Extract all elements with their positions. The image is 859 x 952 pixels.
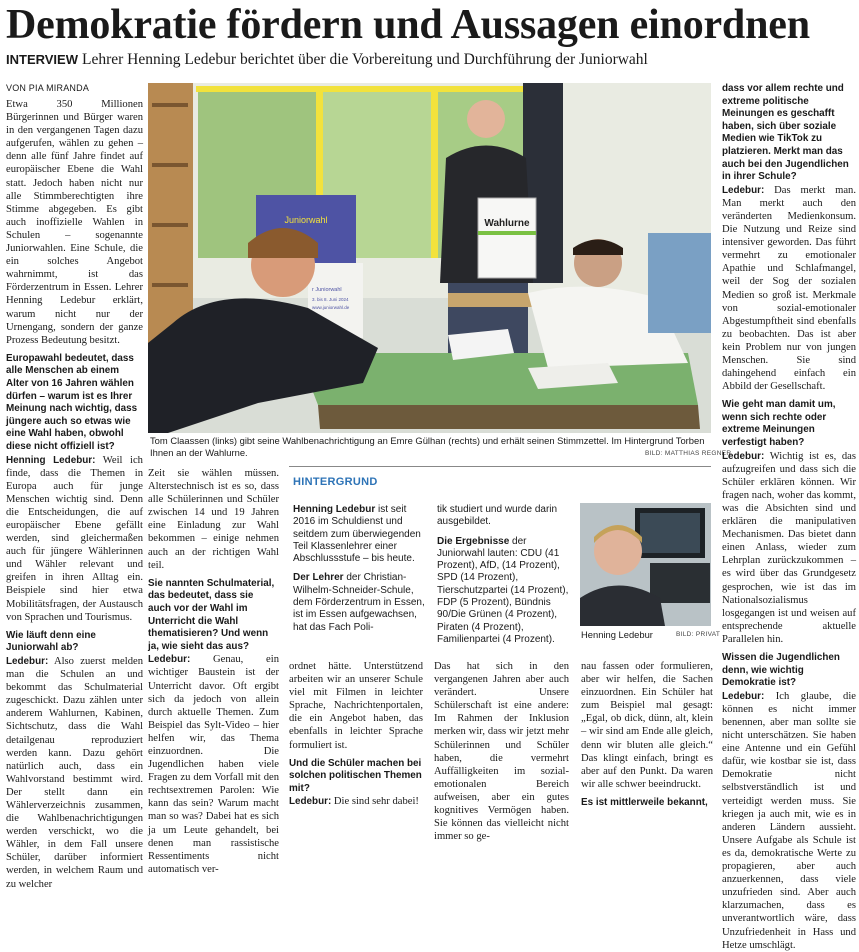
classroom-photo-illustration (148, 83, 711, 433)
portrait-caption: Henning Ledebur (581, 629, 653, 640)
photo-caption (150, 435, 711, 459)
background-p2-lead: Der Lehrer (293, 572, 344, 584)
speaker-label: Ledebur: (6, 655, 49, 667)
speaker-label: Ledebur: (148, 654, 191, 666)
poster-line-2: 3. bis 8. Juni 2024 (312, 297, 349, 302)
column-3 (289, 660, 423, 808)
background-p2-text: der Christian-Wilhelm-Schneider-Schule, dem Förderzentrum in Essen, ist im Essen aufgewachsen, hat das Fach Poli- (293, 572, 425, 633)
background-p4 (437, 536, 572, 647)
answer-2-text: Also zuerst melden man die Schulen an und bekommt das Schulmaterial zugeschickt. Dazu zählen unter anderem Wahlurnen, Kabinen, Sichtschutz, dass die Wahl detailgenau reproduziert werden kann. Dazu gehört natürlich auch, dass ein Wahlvorstand bestimmt wird. Der stellt dann ein Wählerverzeichnis zusammen, die Wahlbenachrichtigungen werden verschickt, wo die Wähler, in dem Fall unsere Schüler, darüber informiert werden, in welchem Raum und zu welcher (6, 655, 143, 890)
background-p1-text: ist seit 2016 im Schuldienst und seitdem zum überwiegenden Teil Klassenlehrer einer Abschlussstufe – bis heute. (293, 504, 421, 565)
answer-1-text: Weil ich finde, dass die Themen in Europa auch für junge Menschen wichtig sind. Denn die Entscheidungen, die auf europäischer Ebene gefällt werden, sind gleichermaßen auch für jüngere Wählerinnen und Wähler relevant und greifen in ihren Alltag ein. Beispiele sind hier etwa Mobilitätsfragen, der Austausch von Sprachen und Tourismus. (6, 454, 143, 623)
answer-3-text: Genau, ein wichtiger Baustein ist der Unterricht davor. Oft ergibt sich da jedoch von allein durch aktuelle Themen. Zum Beispiel das Sylt-Video – hier helfen wir, das Thema einzuordnen. Die Jugendlichen haben viele Fragen zu dem Vorfall mit den rechtsextremen Parolen: Wie kann das sein? Warum macht man so was? Dabei hat es sich ja um Leute gehandelt, bei denen man rassistische Ressentiments nicht automatisch ver- (148, 654, 279, 875)
portrait-photo (580, 503, 711, 626)
answer-3 (148, 653, 279, 876)
answer-4-text: Die sind sehr dabei! (333, 796, 419, 808)
background-p2 (293, 572, 428, 633)
column-2 (148, 467, 279, 875)
poster-line-3: www.juniorwahl.de (312, 305, 350, 310)
answer-7 (722, 690, 856, 952)
column-6 (722, 83, 856, 951)
answer-6 (722, 450, 856, 646)
divider-line (289, 466, 711, 467)
column-5-text: nau fassen oder formulieren, aber wir helfen, die Sachen einzuordnen. Ein Schüler hat zum Beispiel mal gesagt: „Egal, ob dick, dünn, alt, klein – wir sind am Ende alle gleich, denn wir bluten alle gleich.“ Das klingt einfach, bringt es aber auf den Punkt. Da waren wir alle schwer beeindruckt. (581, 661, 713, 790)
speaker-label: Ledebur: (722, 690, 765, 702)
column-1 (6, 98, 143, 890)
poster-line-1: r Juniorwahl (312, 287, 342, 293)
background-box-title: HINTERGRUND (293, 476, 378, 488)
byline: VON PIA MIRANDA (6, 83, 90, 93)
speaker-label: Ledebur: (289, 796, 332, 808)
background-p1 (293, 504, 428, 565)
question-5-start: Es ist mittlerweile bekannt, (581, 796, 708, 808)
column-4-text: Das hat sich in den vergangenen Jahren aber auch verändert. Unsere Schülerschaft ist eine andere: Im Rahmen der Inklusion merken wir, dass wir jetzt mehr Schülerinnen und Schüler haben, die vermehrt Auffälligkeiten im sozial-emotionalen Bereich aufweisen, aber ein gutes kognitives Vermögen haben. Sie können das vielleicht nicht immer so ge- (434, 661, 569, 843)
speaker-label: Ledebur: (722, 450, 765, 462)
interview-kicker: INTERVIEW (6, 52, 78, 67)
main-photo (148, 83, 711, 433)
answer-2 (6, 655, 143, 891)
background-column-1 (293, 504, 428, 634)
answer-1 (6, 454, 143, 624)
speaker-label: Henning Ledebur: (6, 454, 96, 466)
photo-credit: BILD: MATTHIAS REGNER (645, 450, 732, 457)
answer-4 (289, 795, 423, 808)
question-6: Wie geht man damit um, wenn sich rechte oder extreme Meinungen verfestigt haben? (722, 399, 836, 449)
answer-5 (722, 184, 856, 394)
background-p4-lead: Die Ergebnisse (437, 535, 510, 547)
question-2: Wie läuft denn eine Juniorwahl ab? (6, 629, 96, 654)
column-5 (581, 660, 713, 808)
article-headline: Demokratie fördern und Aussagen einordnen (6, 2, 810, 48)
article-subline (6, 51, 648, 69)
intro-paragraph: Etwa 350 Millionen Bürgerinnen und Bürger waren in den vergangenen Tagen dazu aufgerufen, wählen zu gehen – denn alle fünf Jahre findet auf europäischer Ebene die Wahl statt. Jedoch haben nicht nur alle Stimmberechtigten ihre Stimme abgegeben. Es gibt auch inoffizielle Wahlen in Schulen – sogenannte Juniorwahlen. Eine Schule, die ein solches Angebot wahrnimmt, ist das Förderzentrum in Essen. Lehrer Henning Ledebur erklärt, warum nicht nur der Urnengang, sondern der ganze Prozess Bedeutung besitzt. (6, 99, 143, 346)
background-p3: tik studiert und wurde darin ausgebildet. (437, 504, 558, 528)
background-p1-lead: Henning Ledebur (293, 504, 376, 515)
question-1: Europawahl bedeutet, dass alle Menschen ab einem Alter von 16 Jahren wählen dürfen – warum ist es Ihrer Meinung nach wichtig, dass jüngere auch so etwas wie eine Wahl haben, obwohl diese nicht offiziell ist? (6, 352, 138, 452)
column-4 (434, 660, 569, 843)
speaker-label: Ledebur: (722, 184, 765, 196)
photo-caption-text: Tom Claassen (links) gibt seine Wahlbenachrichtigung an Emre Gülhan (rechts) und erhält seinen Stimmzettel. Im Hintergrund Torben Ihnen an der Wahlurne. (150, 435, 705, 458)
subline-text: Lehrer Henning Ledebur berichtet über die Vorbereitung und Durchführung der Juniorwahl (82, 51, 648, 68)
answer-5-text: Das merkt man. Man merkt auch den veränderten Medienkonsum. Die Nutzung und Reize sind intensiver geworden. Das führt vermehrt zu emotionaler Apathie und Schlafmangel, weil der Sog der sozialen Medien so groß ist. Merkmale von sozial-emotionaler Abgestumpftheit sind ebenfalls zu beobachten. Das ist aber kein Problem nur von jungen Menschen. Sie sind dahingehend einfach ein Abbild der Gesellschaft. (722, 184, 856, 393)
urn-label: Wahlurne (484, 218, 530, 229)
answer-6-text: Wichtig ist es, das aufzugreifen und dass sich die Schüler erklären können. Wir fragen nach, woher das kommt, was die Absichten sind und erklären die manipulativen Mechanismen. Das bietet dann einen Anlass, wieder zum Lehrplan zurückzukommen – es wird über das Grundgesetz gesprochen, wie ist das im Nationalsozialismus losgegangen ist und weisen auf entsprechende aktuelle Parallelen hin. (722, 450, 856, 645)
question-7: Wissen die Jugendlichen denn, wie wichtig Demokratie ist? (722, 652, 840, 689)
answer-cont: ordnet hätte. Unterstützend arbeiten wir an unserer Schule viel mit Filmen in leichter Sprache, Nachrichtenportalen, die ein Angebot haben, das ebenfalls in leichter Sprache formuliert ist. (289, 661, 423, 751)
portrait-credit: BILD: PRIVAT (676, 631, 721, 638)
background-p4-text: der Juniorwahl lauten: CDU (41 Prozent), AfD, (14 Prozent), SPD (14 Prozent), Tierschutzpartei (14 Prozent), FDP (5 Prozent), Bündnis 90/Die Grünen (4 Prozent), Piraten (4 Prozent), Familienpartei (4 Prozent). (437, 535, 569, 645)
question-4: Und die Schüler machen bei solchen politischen Themen mit? (289, 757, 422, 794)
portrait-illustration (580, 503, 711, 626)
question-5: dass vor allem rechte und extreme politische Meinungen es geschafft haben, sich über soziale Medien wie TikTok zu platzieren. Merkt man das auch bei den Jugendlichen in ihrer Schule? (722, 83, 849, 183)
answer-cont: Zeit sie wählen müssen. Alterstechnisch ist es so, dass alle Schülerinnen und Schüler zwischen 14 und 19 Jahren eine Einladung zur Wahl bekommen – einige nehmen auch an der richtigen Wahl teil. (148, 468, 279, 571)
flag-label: Juniorwahl (284, 215, 328, 225)
question-3: Sie nannten Schulmaterial, das bedeutet, dass sie auch vor der Wahl im Unterricht die Wahl thematisieren? Und wenn ja, wie sieht das aus? (148, 577, 275, 652)
background-column-2 (437, 504, 572, 646)
answer-7-text: Ich glaube, die können es nicht immer benennen, aber man sollte sie nicht unterschätzen. Sie haben eine Antenne und ein Gefühl dafür, wie kostbar sie ist, dass Demokratie nicht selbstverständlich ist und verteidigt werden muss. Sie kriegen ja auch mit, wie es in anderen Ländern aussieht. Unsere Aufgabe als Schule ist es da, demokratische Werte zu propagieren, aber auch anzuerkennen, dass viele unzufrieden sind. Aber auch klarzumachen, dass es unverantwortlich wäre, dass Unzufriedenheit in Hass und Hetze umschlägt. (722, 690, 856, 951)
